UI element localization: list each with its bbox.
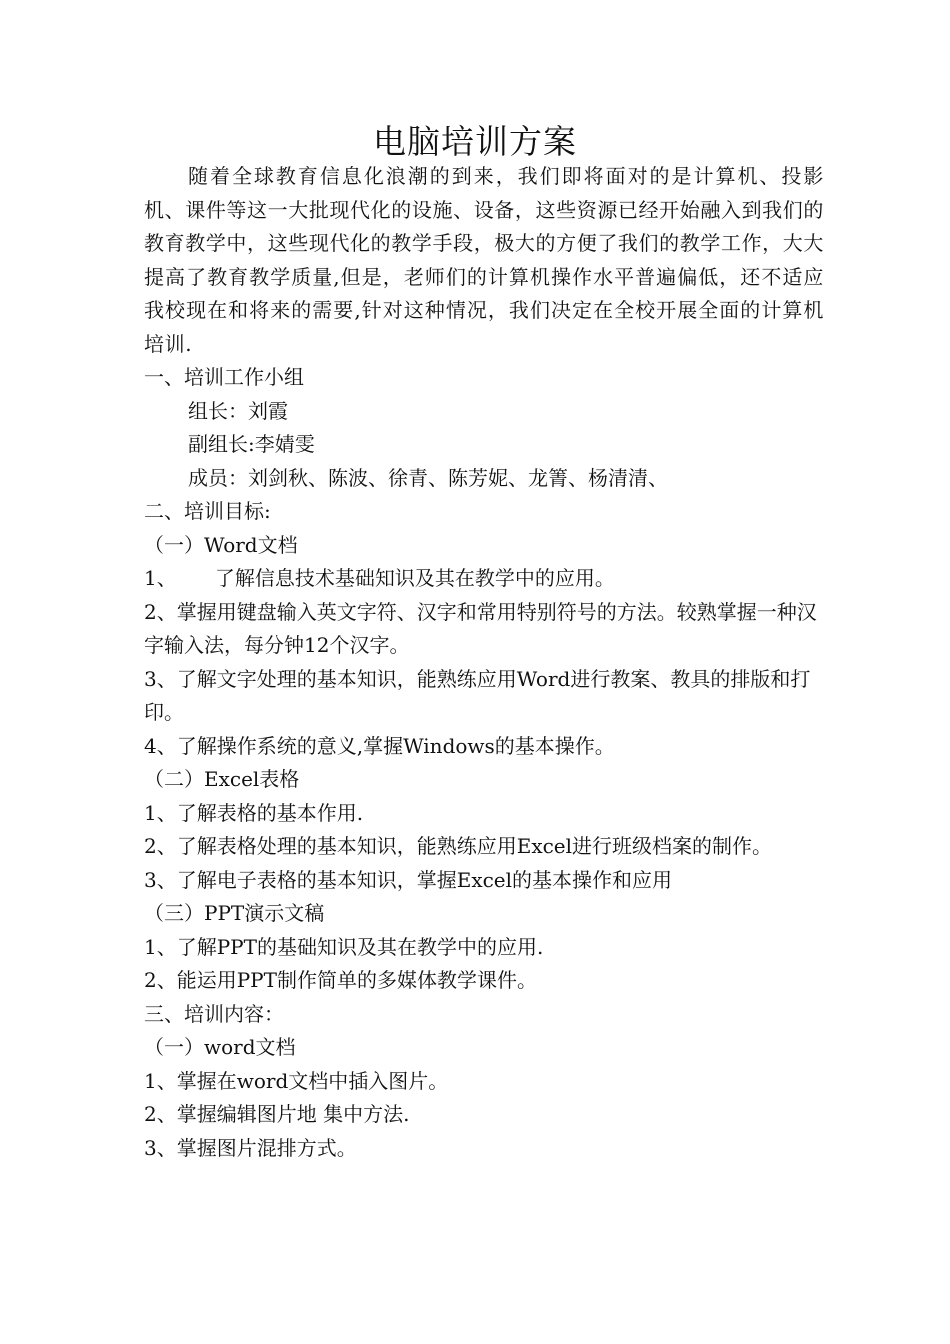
- subsection-word-content: （一）word文档: [144, 1035, 296, 1059]
- team-leader: 组长：刘霞: [188, 398, 288, 423]
- section-heading-team: 一、培训工作小组: [144, 365, 304, 389]
- subsection-ppt: （三）PPT演示文稿: [144, 901, 325, 925]
- document-body: [144, 160, 824, 1165]
- goal-item: 3、了解电子表格的基本知识，掌握Excel的基本操作和应用: [144, 867, 673, 892]
- goal-item: 1、了解表格的基本作用.: [144, 800, 364, 825]
- goal-item: 3、了解文字处理的基本知识，能熟练应用Word进行教案、教具的排版和打印。: [144, 666, 811, 724]
- team-members: 成员：刘剑秋、陈波、徐青、陈芳妮、龙箐、杨清清、: [188, 465, 668, 490]
- goal-item: 2、掌握用键盘输入英文字符、汉字和常用特别符号的方法。较熟掌握一种汉字输入法，每分钟12个汉字。: [144, 599, 817, 657]
- subsection-excel: （二）Excel表格: [144, 767, 300, 791]
- content-item: 2、掌握编辑图片地 集中方法.: [144, 1102, 410, 1126]
- goal-item: 4、了解操作系统的意义,掌握Windows的基本操作。: [144, 733, 615, 758]
- goal-item: 1、了解PPT的基础知识及其在教学中的应用.: [144, 934, 544, 959]
- subsection-word: （一）Word文档: [144, 532, 298, 557]
- goal-item: 1、 了解信息技术基础知识及其在教学中的应用。: [144, 566, 615, 590]
- section-heading-goals: 二、培训目标:: [144, 499, 271, 523]
- document-title: 电脑培训方案: [373, 122, 577, 161]
- team-deputy-leader: 副组长:李婧雯: [188, 432, 315, 456]
- goal-item: 2、能运用PPT制作简单的多媒体教学课件。: [144, 968, 537, 992]
- goal-item: 2、了解表格处理的基本知识，能熟练应用Excel进行班级档案的制作。: [144, 834, 773, 858]
- section-heading-content: 三、培训内容：: [144, 1001, 284, 1026]
- content-item: 3、掌握图片混排方式。: [144, 1135, 357, 1160]
- content-item: 1、掌握在word文档中插入图片。: [144, 1068, 449, 1093]
- intro-paragraph: 随着全球教育信息化浪潮的到来，我们即将面对的是计算机、投影机、课件等这一大批现代化的设施、设备，这些资源已经开始融入到我们的教育教学中，这些现代化的教学手段，极大的方便了我们的教学工作，大大提高了教育教学质量,但是，老师们的计算机操作水平普遍偏低，还不适应我校现在和将来的需要,针对这种情况，我们决定在全校开展全面的计算机培训.: [144, 164, 824, 356]
